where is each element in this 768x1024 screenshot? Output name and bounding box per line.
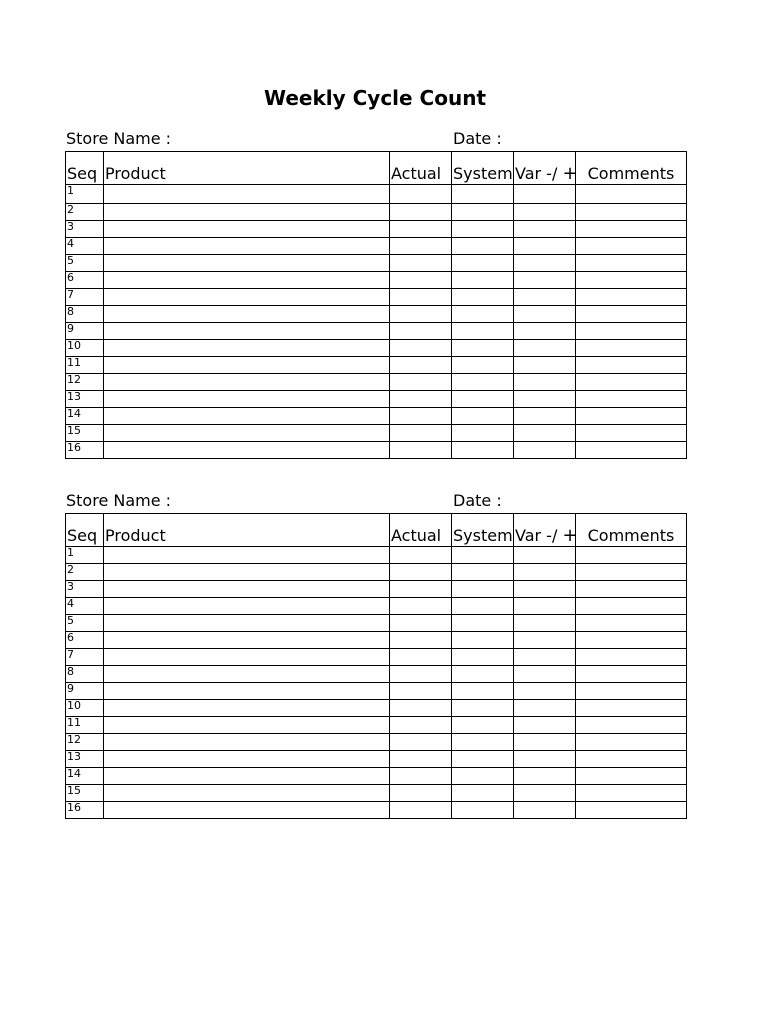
cell-seq: 15 — [66, 785, 104, 802]
table-row — [66, 391, 687, 408]
cell-system[interactable] — [452, 581, 514, 598]
cell-product[interactable] — [104, 768, 390, 785]
cell-comments[interactable] — [576, 547, 687, 564]
cell-actual[interactable] — [390, 340, 452, 357]
cell-actual[interactable] — [390, 666, 452, 683]
cell-seq: 14 — [66, 768, 104, 785]
cell-seq: 2 — [66, 564, 104, 581]
cell-actual[interactable] — [390, 238, 452, 255]
table-row — [66, 666, 687, 683]
cell-actual[interactable] — [390, 357, 452, 374]
cell-var[interactable] — [514, 323, 576, 340]
page-title: Weekly Cycle Count — [263, 86, 487, 110]
table-row — [66, 802, 687, 819]
cell-comments[interactable] — [576, 323, 687, 340]
cell-seq: 5 — [66, 615, 104, 632]
cell-product[interactable] — [104, 547, 390, 564]
table-row — [66, 700, 687, 717]
cell-system[interactable] — [452, 391, 514, 408]
cell-system[interactable] — [452, 425, 514, 442]
header-comments: Comments — [576, 152, 687, 185]
header-var — [514, 152, 576, 185]
cell-var[interactable] — [514, 802, 576, 819]
cell-product[interactable] — [104, 751, 390, 768]
date-label: Date : — [453, 129, 502, 148]
cell-var[interactable] — [514, 598, 576, 615]
cell-var[interactable] — [514, 683, 576, 700]
cell-comments[interactable] — [576, 717, 687, 734]
cell-var[interactable] — [514, 751, 576, 768]
cell-product[interactable] — [104, 340, 390, 357]
cell-actual[interactable] — [390, 751, 452, 768]
cycle-count-table — [65, 513, 687, 819]
cell-comments[interactable] — [576, 306, 687, 323]
cell-product[interactable] — [104, 717, 390, 734]
cell-seq: 4 — [66, 598, 104, 615]
header-var-plus: + — [562, 163, 578, 184]
cell-seq: 8 — [66, 666, 104, 683]
cell-product[interactable] — [104, 391, 390, 408]
table-row — [66, 442, 687, 459]
cell-var[interactable] — [514, 666, 576, 683]
cell-product[interactable] — [104, 802, 390, 819]
cell-system[interactable] — [452, 323, 514, 340]
cell-product[interactable] — [104, 581, 390, 598]
table-header-row — [66, 514, 687, 547]
cell-system[interactable] — [452, 442, 514, 459]
cell-comments[interactable] — [576, 272, 687, 289]
cell-system[interactable] — [452, 547, 514, 564]
store-name-label: Store Name : — [66, 491, 172, 510]
cell-var[interactable] — [514, 272, 576, 289]
cell-actual[interactable] — [390, 442, 452, 459]
cell-product[interactable] — [104, 425, 390, 442]
table-row — [66, 306, 687, 323]
cell-actual[interactable] — [390, 717, 452, 734]
store-name-label: Store Name : — [66, 129, 172, 148]
cell-actual[interactable] — [390, 185, 452, 204]
cell-var[interactable] — [514, 700, 576, 717]
cell-seq: 10 — [66, 700, 104, 717]
cell-system[interactable] — [452, 700, 514, 717]
header-system: System — [452, 514, 514, 547]
cell-system[interactable] — [452, 598, 514, 615]
table-row — [66, 185, 687, 204]
table-row — [66, 272, 687, 289]
cell-comments[interactable] — [576, 615, 687, 632]
cell-actual[interactable] — [390, 425, 452, 442]
table-row — [66, 717, 687, 734]
cell-actual[interactable] — [390, 615, 452, 632]
cell-product[interactable] — [104, 221, 390, 238]
cell-system[interactable] — [452, 734, 514, 751]
cell-var[interactable] — [514, 547, 576, 564]
cell-system[interactable] — [452, 185, 514, 204]
cell-var[interactable] — [514, 615, 576, 632]
cell-product[interactable] — [104, 649, 390, 666]
header-seq: Seq — [66, 152, 104, 185]
cell-var[interactable] — [514, 408, 576, 425]
header-var-plus: + — [562, 525, 578, 546]
cell-comments[interactable] — [576, 425, 687, 442]
cell-product[interactable] — [104, 442, 390, 459]
cell-var[interactable] — [514, 768, 576, 785]
cell-var[interactable] — [514, 374, 576, 391]
table-row — [66, 751, 687, 768]
cell-actual[interactable] — [390, 632, 452, 649]
table-row — [66, 632, 687, 649]
cell-product[interactable] — [104, 306, 390, 323]
cell-comments[interactable] — [576, 442, 687, 459]
cell-system[interactable] — [452, 666, 514, 683]
cell-actual[interactable] — [390, 598, 452, 615]
cell-system[interactable] — [452, 221, 514, 238]
table-row — [66, 598, 687, 615]
cell-comments[interactable] — [576, 204, 687, 221]
cell-product[interactable] — [104, 683, 390, 700]
table-row — [66, 785, 687, 802]
cell-var[interactable] — [514, 734, 576, 751]
cell-var[interactable] — [514, 442, 576, 459]
cell-seq: 6 — [66, 272, 104, 289]
cell-actual[interactable] — [390, 391, 452, 408]
cell-comments[interactable] — [576, 768, 687, 785]
cell-product[interactable] — [104, 598, 390, 615]
cell-comments[interactable] — [576, 221, 687, 238]
header-actual: Actual — [390, 514, 452, 547]
cell-comments[interactable] — [576, 581, 687, 598]
cell-product[interactable] — [104, 408, 390, 425]
cell-actual[interactable] — [390, 734, 452, 751]
cell-actual[interactable] — [390, 683, 452, 700]
cell-system[interactable] — [452, 374, 514, 391]
table-row — [66, 408, 687, 425]
cell-var[interactable] — [514, 221, 576, 238]
cell-actual[interactable] — [390, 255, 452, 272]
cell-comments[interactable] — [576, 391, 687, 408]
cell-comments[interactable] — [576, 340, 687, 357]
cell-comments[interactable] — [576, 238, 687, 255]
cell-system[interactable] — [452, 649, 514, 666]
cell-system[interactable] — [452, 238, 514, 255]
header-var — [514, 514, 576, 547]
header-seq: Seq — [66, 514, 104, 547]
table-row — [66, 649, 687, 666]
cell-product[interactable] — [104, 238, 390, 255]
cell-system[interactable] — [452, 204, 514, 221]
cell-var[interactable] — [514, 632, 576, 649]
cell-actual[interactable] — [390, 802, 452, 819]
cell-comments[interactable] — [576, 683, 687, 700]
table-row — [66, 238, 687, 255]
cell-actual[interactable] — [390, 547, 452, 564]
cell-seq: 1 — [66, 185, 104, 204]
table-row — [66, 734, 687, 751]
cell-system[interactable] — [452, 683, 514, 700]
cell-system[interactable] — [452, 751, 514, 768]
cell-actual[interactable] — [390, 768, 452, 785]
table-row — [66, 204, 687, 221]
table-row — [66, 323, 687, 340]
cell-system[interactable] — [452, 717, 514, 734]
cycle-count-table — [65, 151, 687, 459]
cell-comments[interactable] — [576, 649, 687, 666]
cell-system[interactable] — [452, 768, 514, 785]
cell-comments[interactable] — [576, 751, 687, 768]
table-row — [66, 374, 687, 391]
cell-actual[interactable] — [390, 306, 452, 323]
cell-system[interactable] — [452, 802, 514, 819]
cell-var[interactable] — [514, 306, 576, 323]
cell-product[interactable] — [104, 615, 390, 632]
cell-var[interactable] — [514, 185, 576, 204]
cell-system[interactable] — [452, 357, 514, 374]
cell-actual[interactable] — [390, 221, 452, 238]
cell-actual[interactable] — [390, 408, 452, 425]
cell-comments[interactable] — [576, 408, 687, 425]
cell-var[interactable] — [514, 340, 576, 357]
cell-system[interactable] — [452, 408, 514, 425]
cell-comments[interactable] — [576, 632, 687, 649]
cell-seq: 11 — [66, 717, 104, 734]
cell-actual[interactable] — [390, 700, 452, 717]
cell-seq: 6 — [66, 632, 104, 649]
cell-seq: 10 — [66, 340, 104, 357]
cell-actual[interactable] — [390, 272, 452, 289]
cell-seq: 9 — [66, 323, 104, 340]
table-header-row — [66, 152, 687, 185]
cell-product[interactable] — [104, 785, 390, 802]
cell-var[interactable] — [514, 255, 576, 272]
cell-var[interactable] — [514, 289, 576, 306]
cell-var[interactable] — [514, 717, 576, 734]
cell-system[interactable] — [452, 306, 514, 323]
table-row — [66, 547, 687, 564]
cell-seq: 12 — [66, 374, 104, 391]
cell-seq: 16 — [66, 802, 104, 819]
table-row — [66, 683, 687, 700]
cell-system[interactable] — [452, 272, 514, 289]
cell-comments[interactable] — [576, 802, 687, 819]
cell-actual[interactable] — [390, 564, 452, 581]
cell-comments[interactable] — [576, 255, 687, 272]
cell-seq: 9 — [66, 683, 104, 700]
cell-seq: 7 — [66, 289, 104, 306]
cell-product[interactable] — [104, 564, 390, 581]
cell-seq: 2 — [66, 204, 104, 221]
cell-seq: 8 — [66, 306, 104, 323]
cell-comments[interactable] — [576, 785, 687, 802]
cell-comments[interactable] — [576, 289, 687, 306]
table-row — [66, 768, 687, 785]
cell-product[interactable] — [104, 204, 390, 221]
cell-system[interactable] — [452, 289, 514, 306]
cell-var[interactable] — [514, 238, 576, 255]
cell-seq: 3 — [66, 581, 104, 598]
cell-var[interactable] — [514, 649, 576, 666]
table-row — [66, 615, 687, 632]
cell-seq: 13 — [66, 391, 104, 408]
cell-product[interactable] — [104, 272, 390, 289]
cell-system[interactable] — [452, 632, 514, 649]
cell-var[interactable] — [514, 564, 576, 581]
cell-seq: 16 — [66, 442, 104, 459]
cell-seq: 4 — [66, 238, 104, 255]
cell-product[interactable] — [104, 666, 390, 683]
cell-product[interactable] — [104, 374, 390, 391]
cell-comments[interactable] — [576, 666, 687, 683]
cell-comments[interactable] — [576, 700, 687, 717]
cell-comments[interactable] — [576, 598, 687, 615]
cell-var[interactable] — [514, 204, 576, 221]
cell-comments[interactable] — [576, 374, 687, 391]
cell-product[interactable] — [104, 323, 390, 340]
date-label: Date : — [453, 491, 502, 510]
cell-actual[interactable] — [390, 785, 452, 802]
cell-var[interactable] — [514, 785, 576, 802]
cell-product[interactable] — [104, 357, 390, 374]
header-product: Product — [104, 152, 390, 185]
table-row — [66, 581, 687, 598]
cell-comments[interactable] — [576, 564, 687, 581]
cell-system[interactable] — [452, 255, 514, 272]
cell-product[interactable] — [104, 255, 390, 272]
cell-product[interactable] — [104, 700, 390, 717]
cell-comments[interactable] — [576, 734, 687, 751]
header-var-label: Var -/ — [515, 526, 558, 545]
cell-seq: 1 — [66, 547, 104, 564]
cell-var[interactable] — [514, 581, 576, 598]
cell-seq: 12 — [66, 734, 104, 751]
cell-seq: 11 — [66, 357, 104, 374]
table-row — [66, 340, 687, 357]
cell-seq: 3 — [66, 221, 104, 238]
cell-product[interactable] — [104, 289, 390, 306]
header-var-label: Var -/ — [515, 164, 558, 183]
cell-var[interactable] — [514, 357, 576, 374]
cell-system[interactable] — [452, 785, 514, 802]
header-actual: Actual — [390, 152, 452, 185]
header-comments: Comments — [576, 514, 687, 547]
table-row — [66, 221, 687, 238]
cell-var[interactable] — [514, 391, 576, 408]
cell-actual[interactable] — [390, 374, 452, 391]
cell-seq: 5 — [66, 255, 104, 272]
table-row — [66, 255, 687, 272]
cell-product[interactable] — [104, 185, 390, 204]
header-system: System — [452, 152, 514, 185]
table-row — [66, 425, 687, 442]
cell-comments[interactable] — [576, 185, 687, 204]
cell-seq: 7 — [66, 649, 104, 666]
cell-comments[interactable] — [576, 357, 687, 374]
cell-actual[interactable] — [390, 323, 452, 340]
cell-product[interactable] — [104, 632, 390, 649]
cell-actual[interactable] — [390, 581, 452, 598]
cell-var[interactable] — [514, 425, 576, 442]
cell-actual[interactable] — [390, 289, 452, 306]
cell-product[interactable] — [104, 734, 390, 751]
cell-actual[interactable] — [390, 649, 452, 666]
table-row — [66, 357, 687, 374]
table-row — [66, 564, 687, 581]
table-row — [66, 289, 687, 306]
cell-actual[interactable] — [390, 204, 452, 221]
cell-seq: 13 — [66, 751, 104, 768]
cell-system[interactable] — [452, 615, 514, 632]
cell-seq: 14 — [66, 408, 104, 425]
cell-system[interactable] — [452, 340, 514, 357]
header-product: Product — [104, 514, 390, 547]
cell-seq: 15 — [66, 425, 104, 442]
cell-system[interactable] — [452, 564, 514, 581]
